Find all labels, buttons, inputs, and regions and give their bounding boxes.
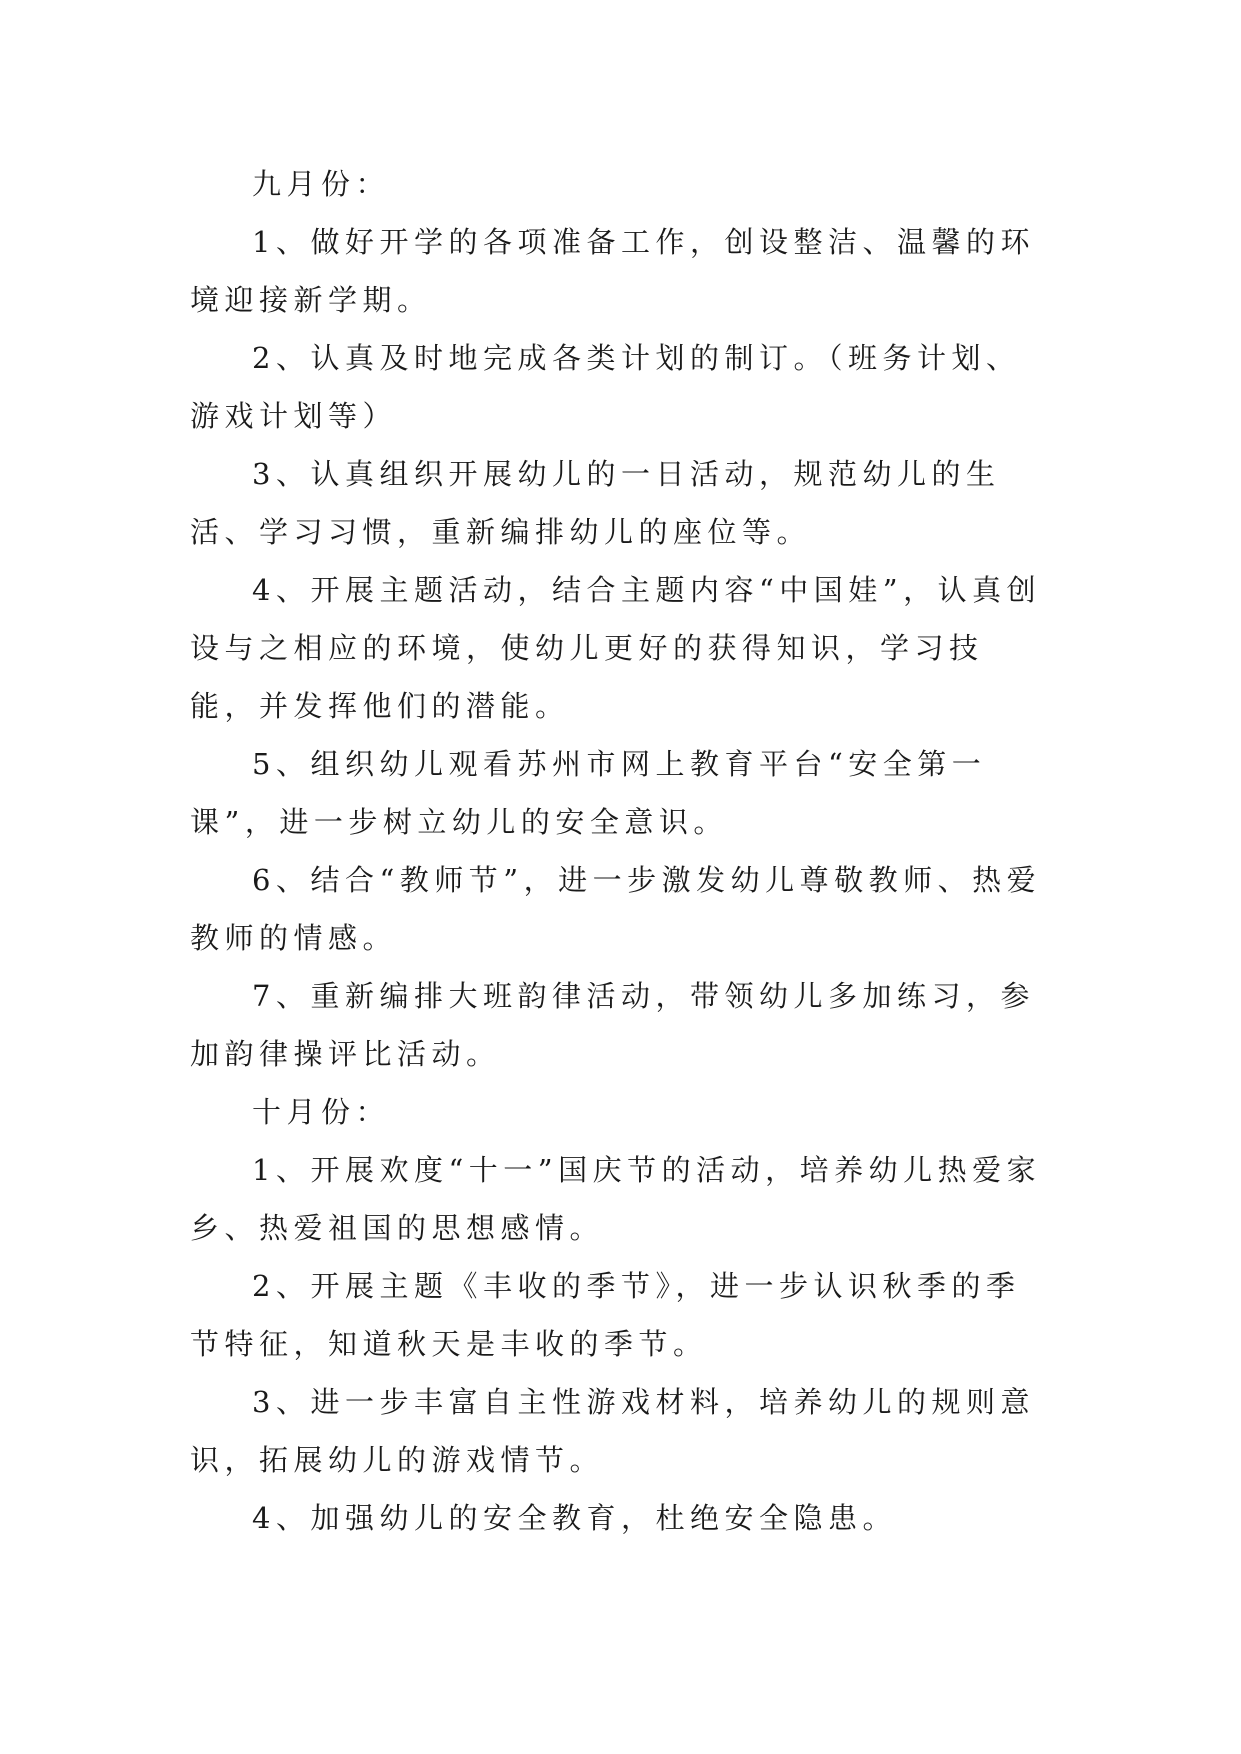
- section-heading-october: 十月份：: [252, 1095, 391, 1129]
- plan-item: 1、开展欢度“十一”国庆节的活动，培养幼儿热爱家乡、热爱祖国的思想感情。: [190, 1153, 1042, 1245]
- plan-item: 3、进一步丰富自主性游戏材料，培养幼儿的规则意识，拓展幼儿的游戏情节。: [190, 1385, 1035, 1477]
- document-page: [190, 155, 1050, 1547]
- plan-item: 3、认真组织开展幼儿的一日活动，规范幼儿的生活、学习习惯，重新编排幼儿的座位等。: [190, 457, 1001, 549]
- plan-item: 6、结合“教师节”，进一步激发幼儿尊敬教师、热爱教师的情感。: [190, 863, 1042, 955]
- section-heading-september: 九月份：: [252, 167, 391, 201]
- plan-item: 4、开展主题活动，结合主题内容“中国娃”，认真创设与之相应的环境，使幼儿更好的获得知识，学习技能，并发挥他们的潜能。: [190, 573, 1042, 723]
- plan-item: 1、做好开学的各项准备工作，创设整洁、温馨的环境迎接新学期。: [190, 225, 1035, 317]
- plan-item: 4、加强幼儿的安全教育，杜绝安全隐患。: [252, 1501, 897, 1535]
- plan-item: 5、组织幼儿观看苏州市网上教育平台“安全第一课”，进一步树立幼儿的安全意识。: [190, 747, 987, 839]
- plan-item: 2、开展主题《丰收的季节》，进一步认识秋季的季节特征，知道秋天是丰收的季节。: [190, 1269, 1021, 1361]
- plan-item: 2、认真及时地完成各类计划的制订。（班务计划、游戏计划等）: [190, 341, 1021, 433]
- plan-item: 7、重新编排大班韵律活动，带领幼儿多加练习，参加韵律操评比活动。: [190, 979, 1035, 1071]
